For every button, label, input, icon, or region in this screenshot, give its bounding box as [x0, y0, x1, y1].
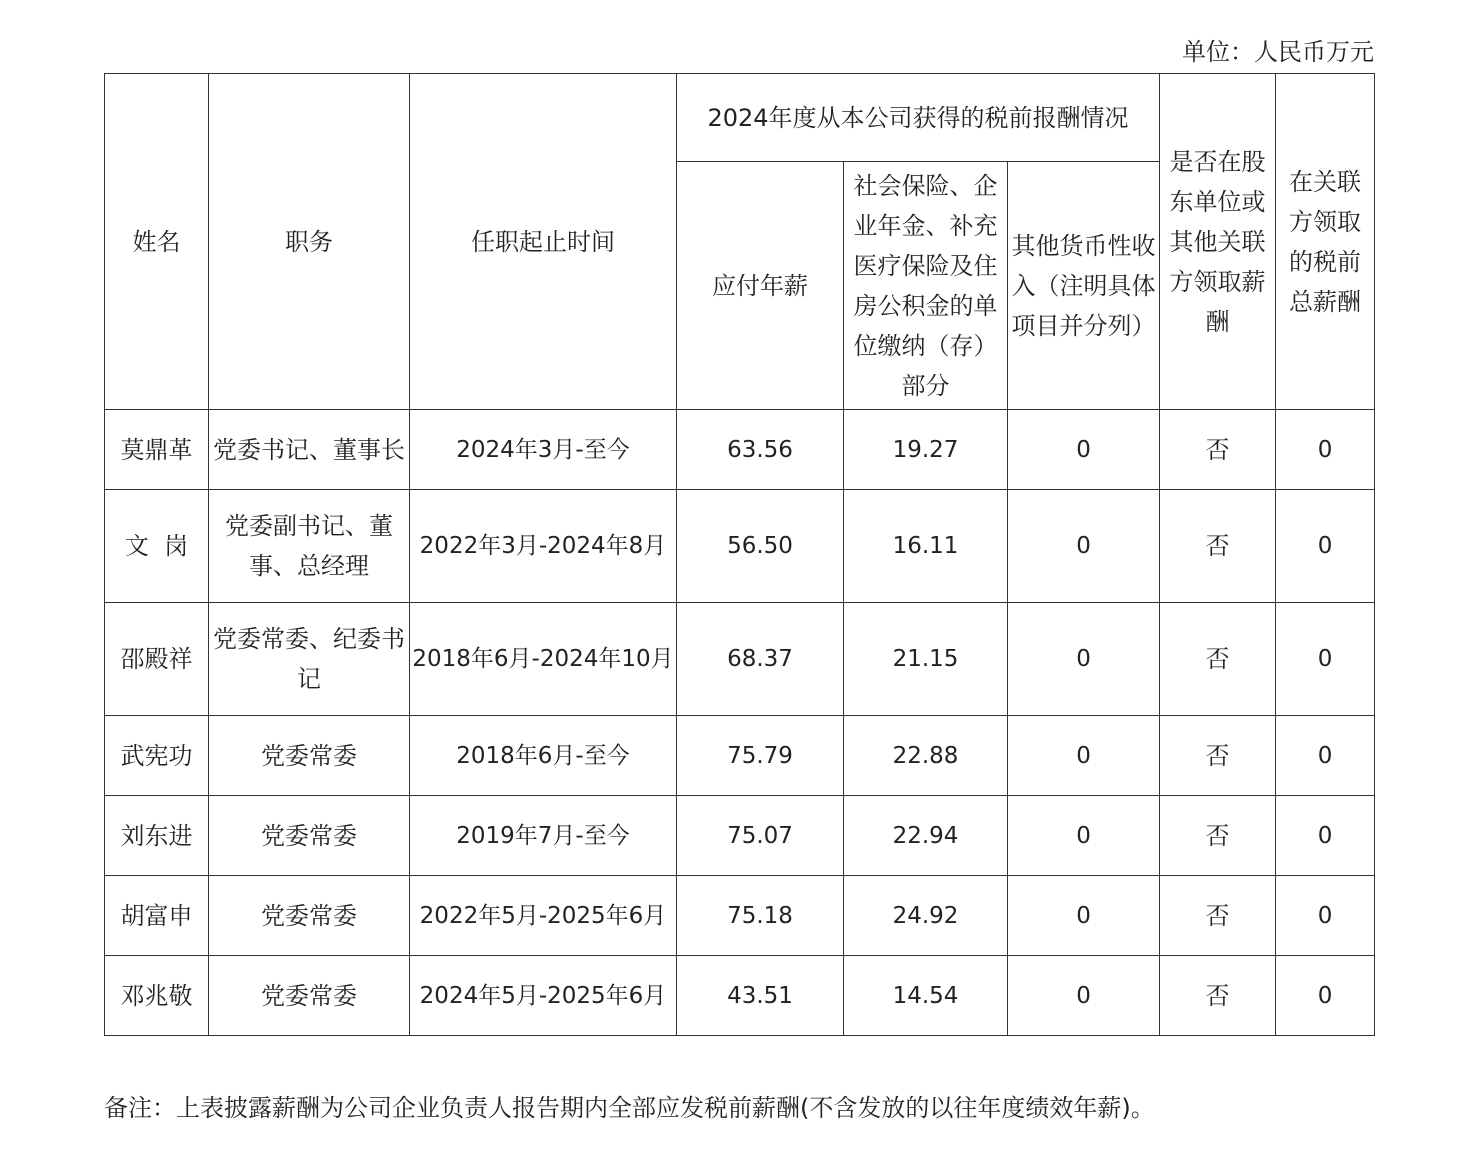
cell-position: 党委常委、纪委书记 — [209, 603, 410, 716]
header-tenure: 任职起止时间 — [410, 74, 677, 410]
cell-salary: 75.07 — [677, 796, 844, 876]
cell-tenure: 2022年5月-2025年6月 — [410, 876, 677, 956]
cell-related: 0 — [1276, 490, 1375, 603]
header-shareholder-paid: 是否在股东单位或其他关联方领取薪酬 — [1160, 74, 1276, 410]
cell-related: 0 — [1276, 876, 1375, 956]
cell-salary: 75.18 — [677, 876, 844, 956]
table-row — [105, 410, 1375, 490]
cell-shareholder: 否 — [1160, 796, 1276, 876]
cell-tenure: 2018年6月-2024年10月 — [410, 603, 677, 716]
header-row-group — [105, 74, 1375, 162]
header-other-income: 其他货币性收入（注明具体项目并分列） — [1008, 162, 1160, 410]
cell-position: 党委书记、董事长 — [209, 410, 410, 490]
table-row — [105, 716, 1375, 796]
cell-other: 0 — [1008, 603, 1160, 716]
cell-other: 0 — [1008, 716, 1160, 796]
header-related-total: 在关联方领取的税前总薪酬 — [1276, 74, 1375, 410]
cell-name: 武宪功 — [105, 716, 209, 796]
cell-tenure: 2022年3月-2024年8月 — [410, 490, 677, 603]
cell-shareholder: 否 — [1160, 490, 1276, 603]
cell-other: 0 — [1008, 956, 1160, 1036]
cell-other: 0 — [1008, 490, 1160, 603]
cell-other: 0 — [1008, 796, 1160, 876]
cell-salary: 75.79 — [677, 716, 844, 796]
cell-position: 党委常委 — [209, 956, 410, 1036]
cell-name: 刘东进 — [105, 796, 209, 876]
cell-position: 党委副书记、董事、总经理 — [209, 490, 410, 603]
cell-name: 胡富申 — [105, 876, 209, 956]
cell-other: 0 — [1008, 410, 1160, 490]
header-position: 职务 — [209, 74, 410, 410]
table-row — [105, 490, 1375, 603]
cell-related: 0 — [1276, 603, 1375, 716]
cell-tenure: 2024年3月-至今 — [410, 410, 677, 490]
table-row — [105, 603, 1375, 716]
cell-tenure: 2018年6月-至今 — [410, 716, 677, 796]
cell-name: 邵殿祥 — [105, 603, 209, 716]
cell-social: 16.11 — [844, 490, 1008, 603]
cell-related: 0 — [1276, 956, 1375, 1036]
header-social: 社会保险、企业年金、补充医疗保险及住房公积金的单位缴纳（存）部分 — [844, 162, 1008, 410]
header-pretax-group: 2024年度从本公司获得的税前报酬情况 — [677, 74, 1160, 162]
table-row — [105, 956, 1375, 1036]
cell-other: 0 — [1008, 876, 1160, 956]
compensation-table — [104, 73, 1375, 1036]
footnote: 备注：上表披露薪酬为公司企业负责人报告期内全部应发税前薪酬(不含发放的以往年度绩效年薪)。 — [104, 1094, 1155, 1122]
cell-social: 22.94 — [844, 796, 1008, 876]
cell-social: 24.92 — [844, 876, 1008, 956]
cell-shareholder: 否 — [1160, 876, 1276, 956]
cell-name: 邓兆敬 — [105, 956, 209, 1036]
cell-shareholder: 否 — [1160, 956, 1276, 1036]
cell-shareholder: 否 — [1160, 410, 1276, 490]
cell-shareholder: 否 — [1160, 716, 1276, 796]
cell-position: 党委常委 — [209, 876, 410, 956]
cell-salary: 56.50 — [677, 490, 844, 603]
cell-social: 14.54 — [844, 956, 1008, 1036]
cell-name: 文 岗 — [105, 490, 209, 603]
table-row — [105, 876, 1375, 956]
cell-tenure: 2024年5月-2025年6月 — [410, 956, 677, 1036]
cell-related: 0 — [1276, 410, 1375, 490]
cell-social: 21.15 — [844, 603, 1008, 716]
cell-salary: 63.56 — [677, 410, 844, 490]
cell-related: 0 — [1276, 716, 1375, 796]
cell-social: 22.88 — [844, 716, 1008, 796]
header-salary: 应付年薪 — [677, 162, 844, 410]
cell-social: 19.27 — [844, 410, 1008, 490]
table-row — [105, 796, 1375, 876]
cell-position: 党委常委 — [209, 716, 410, 796]
header-name: 姓名 — [105, 74, 209, 410]
cell-position: 党委常委 — [209, 796, 410, 876]
cell-salary: 43.51 — [677, 956, 844, 1036]
cell-shareholder: 否 — [1160, 603, 1276, 716]
cell-related: 0 — [1276, 796, 1375, 876]
cell-tenure: 2019年7月-至今 — [410, 796, 677, 876]
cell-name: 莫鼎革 — [105, 410, 209, 490]
unit-label: 单位：人民币万元 — [1182, 38, 1374, 66]
cell-salary: 68.37 — [677, 603, 844, 716]
